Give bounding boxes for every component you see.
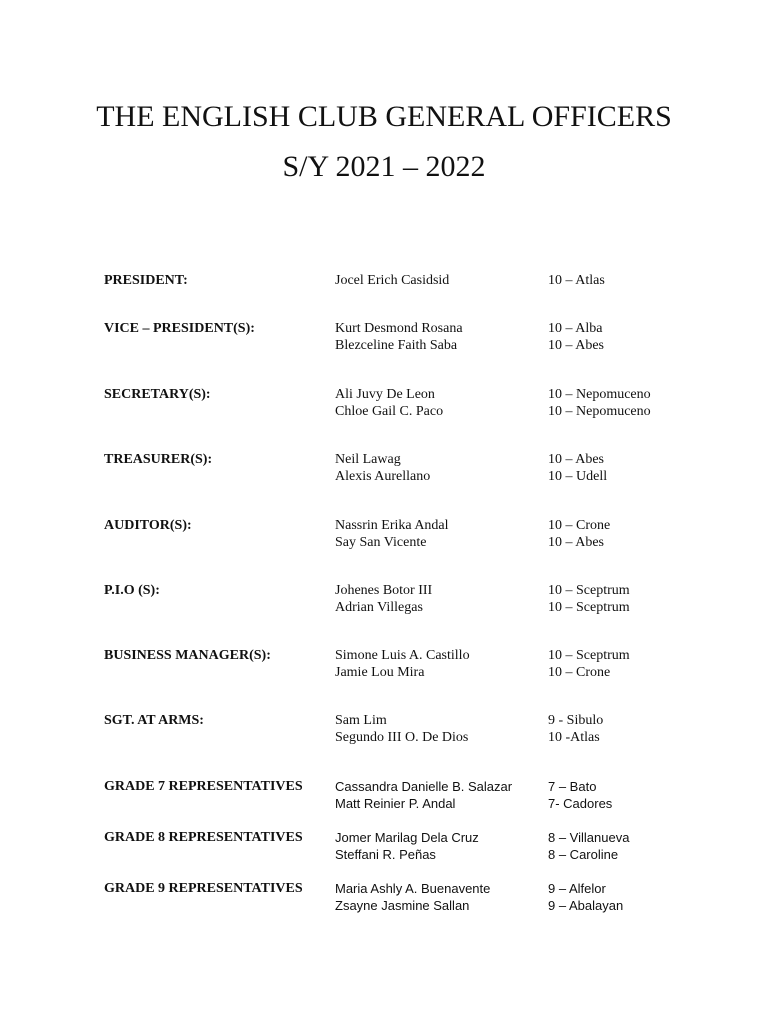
officer-name: Jocel Erich Casidsid	[335, 273, 450, 288]
officer-name: Chloe Gail C. Paco	[335, 404, 444, 419]
position-label: SGT. AT ARMS:	[104, 713, 204, 728]
position-label: PRESIDENT:	[104, 273, 188, 288]
officer-sections	[548, 272, 605, 289]
officer-name: Johenes Botor III	[335, 583, 433, 598]
officer-name: Jamie Lou Mira	[335, 665, 425, 680]
officer-section: 10 – Crone	[548, 665, 611, 680]
officer-section: 10 – Udell	[548, 469, 608, 484]
officer-section: 7 – Bato	[548, 779, 597, 794]
officer-sections	[548, 582, 630, 616]
officer-name: Maria Ashly A. Buenavente	[335, 881, 491, 896]
officer-name: Steffani R. Peñas	[335, 847, 436, 862]
officer-name: Jomer Marilag Dela Cruz	[335, 830, 479, 845]
officer-names	[335, 517, 449, 551]
position-label: SECRETARY(S):	[104, 387, 211, 402]
officer-names	[335, 778, 512, 812]
officer-section: 10 -Atlas	[548, 730, 600, 745]
officer-section: 10 – Abes	[548, 452, 604, 467]
officer-section: 10 – Nepomuceno	[548, 404, 651, 419]
officer-sections	[548, 647, 630, 681]
officer-name: Blezceline Faith Saba	[335, 338, 458, 353]
officer-sections	[548, 880, 623, 914]
officer-name: Neil Lawag	[335, 452, 401, 467]
officer-section: 10 – Abes	[548, 338, 604, 353]
officer-name: Matt Reinier P. Andal	[335, 796, 456, 811]
officer-names	[335, 272, 449, 289]
officer-sections	[548, 778, 612, 812]
position-label: BUSINESS MANAGER(S):	[104, 648, 271, 663]
officer-section: 10 – Abes	[548, 535, 604, 550]
officer-sections	[548, 517, 610, 551]
officer-names	[335, 647, 470, 681]
officer-names	[335, 320, 463, 354]
officer-name: Adrian Villegas	[335, 600, 423, 615]
position-label: AUDITOR(S):	[104, 518, 192, 533]
officer-names	[335, 880, 490, 914]
position-label: VICE – PRESIDENT(S):	[104, 321, 255, 336]
position-label: GRADE 8 REPRESENTATIVES	[104, 830, 303, 845]
officer-section: 10 – Sceptrum	[548, 600, 630, 615]
officer-name: Nassrin Erika Andal	[335, 518, 449, 533]
position-label: TREASURER(S):	[104, 452, 213, 467]
officer-name: Sam Lim	[335, 713, 387, 728]
officer-names	[335, 451, 430, 485]
officer-names	[335, 829, 479, 863]
officer-section: 10 – Crone	[548, 518, 611, 533]
officer-sections	[548, 320, 604, 354]
officer-section: 8 – Villanueva	[548, 830, 630, 845]
officer-section: 9 – Abalayan	[548, 898, 624, 913]
officer-section: 8 – Caroline	[548, 847, 619, 862]
officer-section: 10 – Alba	[548, 321, 603, 336]
officer-section: 9 – Alfelor	[548, 881, 606, 896]
officer-name: Kurt Desmond Rosana	[335, 321, 463, 336]
officer-section: 7- Cadores	[548, 796, 613, 811]
officer-sections	[548, 712, 603, 746]
position-label: GRADE 9 REPRESENTATIVES	[104, 881, 303, 896]
document-title: THE ENGLISH CLUB GENERAL OFFICERS	[96, 100, 672, 133]
officer-name: Cassandra Danielle B. Salazar	[335, 779, 513, 794]
officer-section: 10 – Sceptrum	[548, 648, 630, 663]
officer-name: Segundo III O. De Dios	[335, 730, 469, 745]
officer-section: 10 – Nepomuceno	[548, 387, 651, 402]
officer-names	[335, 582, 432, 616]
officer-name: Ali Juvy De Leon	[335, 387, 435, 402]
officer-name: Say San Vicente	[335, 535, 427, 550]
officer-sections	[548, 386, 651, 420]
position-label: P.I.O (S):	[104, 583, 160, 598]
officer-section: 10 – Sceptrum	[548, 583, 630, 598]
officer-name: Zsayne Jasmine Sallan	[335, 898, 470, 913]
officer-names	[335, 386, 443, 420]
officer-name: Simone Luis A. Castillo	[335, 648, 470, 663]
officer-sections	[548, 451, 607, 485]
school-year-title: S/Y 2021 – 2022	[282, 150, 486, 183]
officer-sections	[548, 829, 629, 863]
officer-names	[335, 712, 468, 746]
position-label: GRADE 7 REPRESENTATIVES	[104, 779, 303, 794]
officer-name: Alexis Aurellano	[335, 469, 431, 484]
officer-section: 9 - Sibulo	[548, 713, 604, 728]
officer-section: 10 – Atlas	[548, 273, 605, 288]
